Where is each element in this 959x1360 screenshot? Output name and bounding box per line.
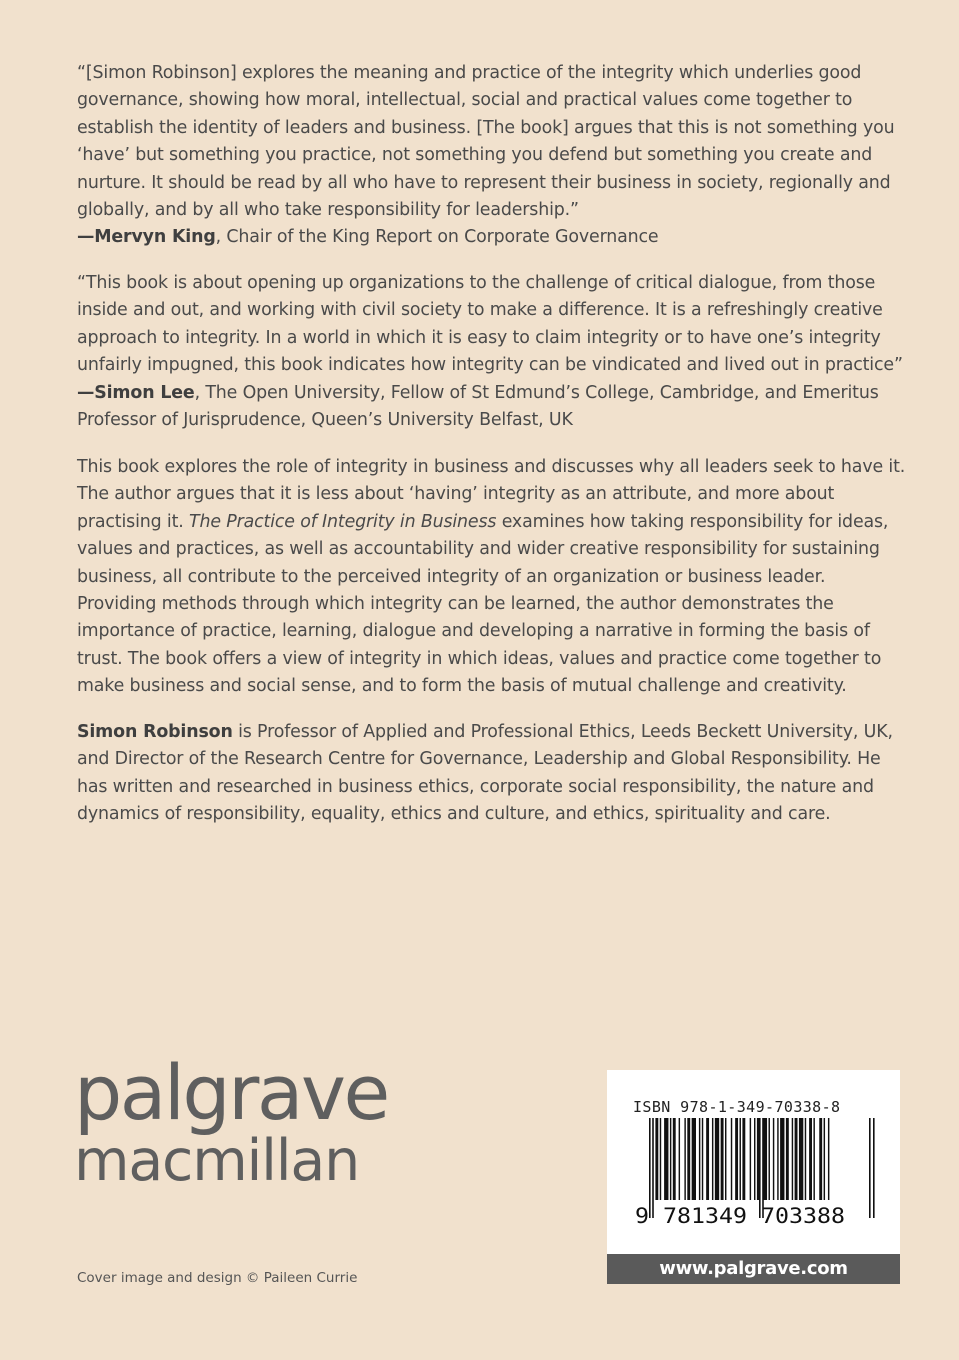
quote-affiliation: , Chair of the King Report on Corporate Governance bbox=[215, 227, 659, 248]
cover-credit: Cover image and design © Paileen Currie bbox=[77, 1270, 358, 1286]
barcode-bar bbox=[735, 1118, 738, 1200]
barcode-bar bbox=[699, 1118, 700, 1200]
barcode-bar bbox=[809, 1118, 812, 1200]
isbn-label: ISBN 978-1-349-70338-8 bbox=[633, 1098, 841, 1116]
barcode-bar bbox=[684, 1118, 685, 1200]
barcode-bar bbox=[819, 1118, 822, 1200]
barcode-bar bbox=[721, 1118, 724, 1200]
isbn-barcode-box bbox=[607, 1070, 900, 1254]
barcode-bar bbox=[762, 1118, 764, 1218]
barcode-bar bbox=[795, 1118, 798, 1200]
barcode-bar bbox=[715, 1118, 719, 1200]
barcode-bar bbox=[805, 1118, 806, 1200]
author-bio-text: is Professor of Applied and Professional Ethics, Leeds Beckett University, UK, and Director of the Research Centre for Governance, Leadership and Global Responsibility. He has written and researched in business ethics, corporate social responsibility, the nature and dynamics of responsibility, equality, ethics and culture, and ethics, spirituality and care. bbox=[77, 722, 893, 825]
barcode-bar bbox=[731, 1118, 732, 1200]
barcode-bar bbox=[687, 1118, 690, 1200]
barcode-bar bbox=[759, 1118, 761, 1218]
barcode-bar bbox=[750, 1118, 751, 1200]
barcode-digits: 9 781349 703388 bbox=[635, 1204, 845, 1226]
quote-text: “[Simon Robinson] explores the meaning and practice of the integrity which underlies good governance, showing how moral, intellectual, social and practical values come together to establish the identity of leaders and business. [The book] argues that this is not something you ‘have’ but something you practice, not something you defend but something you create and nurture. It should be read by all who have to represent their business in society, regionally and globally, and by all who take responsibility for leadership.” bbox=[77, 63, 895, 221]
barcode-bar bbox=[649, 1118, 651, 1218]
barcode-bar bbox=[655, 1118, 658, 1200]
author-name: Simon Robinson bbox=[77, 722, 233, 742]
barcode-bar bbox=[777, 1118, 778, 1200]
barcode-bar bbox=[792, 1118, 793, 1200]
barcode-bar bbox=[873, 1118, 875, 1218]
quote-affiliation: , The Open University, Fellow of St Edmund’s College, Cambridge, and Emeritus Professor of Jurisprudence, Queen’s University Belfast, UK bbox=[77, 382, 879, 431]
barcode-bar bbox=[799, 1118, 803, 1200]
barcode-bar bbox=[702, 1118, 703, 1200]
barcode-bar bbox=[828, 1118, 829, 1200]
barcode-bar bbox=[869, 1118, 871, 1218]
barcode-bar bbox=[679, 1118, 680, 1200]
publisher-logo-palgrave: palgrave bbox=[74, 1048, 388, 1137]
quote-author: Mervyn King bbox=[94, 227, 216, 248]
quote-simon-lee bbox=[77, 270, 907, 434]
barcode-bar bbox=[813, 1118, 814, 1200]
description-part2: examines how taking responsibility for ideas, values and practices, as well as accountability and wider creative responsibility for sustaining business, all contribute to the perceived integrity of an organization or business leader. Providing methods through which integrity can be learned, the author demonstrates the importance of practice, learning, dialogue and developing a narrative in forming the basis of trust. The book offers a view of integrity in which ideas, values and practice come together to make business and social sense, and to form the basis of mutual challenge and creativity. bbox=[77, 511, 889, 697]
barcode-bar bbox=[742, 1118, 745, 1200]
barcode-bar bbox=[725, 1118, 726, 1200]
barcode-bar bbox=[706, 1118, 709, 1200]
barcode-bar bbox=[673, 1118, 676, 1200]
barcode-bar bbox=[670, 1118, 671, 1200]
barcode-bar bbox=[786, 1118, 789, 1200]
quote-mervyn-king bbox=[77, 60, 907, 252]
website-url: www.palgrave.com bbox=[607, 1254, 900, 1284]
quote-text: “This book is about opening up organizations to the challenge of critical dialogue, from those inside and out, and working with civil society to make a difference. It is a refreshingly creative approach to integrity. In a world in which it is easy to claim integrity or to have one’s integrity unfairly impugned, this book indicates how integrity can be vindicated and lived out in practice” bbox=[77, 273, 903, 376]
barcode-bar bbox=[664, 1118, 668, 1200]
publisher-logo-macmillan: macmillan bbox=[74, 1128, 360, 1194]
barcode-bar bbox=[740, 1118, 741, 1200]
barcode-bar bbox=[824, 1118, 825, 1200]
description-part1: This book explores the role of integrity in business and discusses why all leaders seek to have it. The author argues that it is less about ‘having’ integrity as an attribute, and more about practising it. bbox=[77, 457, 906, 532]
barcode-bar bbox=[692, 1118, 696, 1200]
barcode-bar bbox=[780, 1118, 784, 1200]
barcode-bar bbox=[769, 1118, 770, 1200]
barcode-bar bbox=[754, 1118, 755, 1200]
quote-dash: — bbox=[77, 382, 95, 403]
book-description bbox=[77, 454, 907, 701]
quote-author: Simon Lee bbox=[94, 382, 195, 403]
barcode-bar bbox=[660, 1118, 661, 1200]
quote-dash: — bbox=[77, 227, 95, 248]
barcode-bar bbox=[712, 1118, 713, 1200]
book-title: The Practice of Integrity in Business bbox=[189, 511, 497, 532]
barcode-bar bbox=[652, 1118, 654, 1218]
barcode-icon bbox=[633, 1118, 878, 1226]
author-bio bbox=[77, 719, 907, 829]
barcode-bar bbox=[773, 1118, 774, 1200]
